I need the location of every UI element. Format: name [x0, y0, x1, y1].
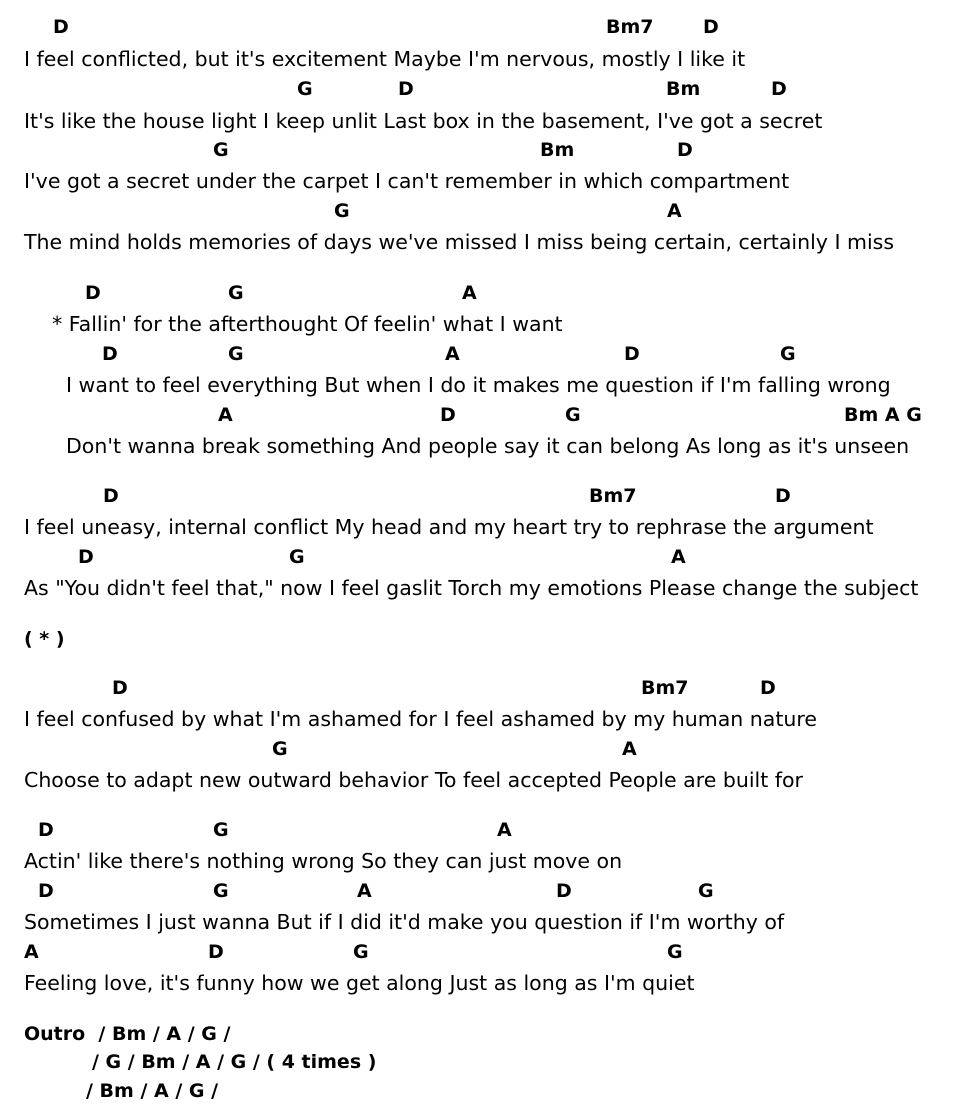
- chord: D: [78, 546, 94, 568]
- lyric-line: It's like the house light I keep unlit Last box in the basement, I've got a secret: [24, 109, 823, 133]
- chord: G: [780, 343, 796, 365]
- chord: D: [208, 941, 224, 963]
- chord: D: [103, 485, 119, 507]
- chord: G: [667, 941, 683, 963]
- chord: D: [556, 880, 572, 902]
- chord: A: [462, 282, 477, 304]
- lyric-line: The mind holds memories of days we've missed I miss being certain, certainly I miss: [24, 230, 895, 254]
- chord: G: [698, 880, 714, 902]
- chord: G: [565, 404, 581, 426]
- chord: G: [213, 880, 229, 902]
- chord: D: [771, 78, 787, 100]
- outro-line: / Bm / A / G /: [86, 1080, 219, 1102]
- chord: D: [760, 677, 776, 699]
- chord: A: [218, 404, 233, 426]
- chord: Bm7: [641, 677, 689, 699]
- chord: G: [334, 200, 350, 222]
- chord: D: [38, 880, 54, 902]
- chord: D: [398, 78, 414, 100]
- chord: D: [677, 139, 693, 161]
- lyric-line: I feel confused by what I'm ashamed for I feel ashamed by my human nature: [24, 707, 817, 731]
- lyric-line: Feeling love, it's funny how we get along Just as long as I'm quiet: [24, 971, 695, 995]
- chord: G: [272, 738, 288, 760]
- chord: G: [228, 282, 244, 304]
- chord: D: [775, 485, 791, 507]
- chord: A: [671, 546, 686, 568]
- chord: D: [102, 343, 118, 365]
- chord: G: [289, 546, 305, 568]
- lyric-line: I feel uneasy, internal conflict My head and my heart try to rephrase the argument: [24, 515, 874, 539]
- chord: D: [703, 16, 719, 38]
- outro-line: Outro / Bm / A / G /: [24, 1023, 231, 1045]
- chord: Bm7: [589, 485, 637, 507]
- chord: Bm A G: [844, 404, 922, 426]
- chord: Bm: [666, 78, 701, 100]
- chord: G: [213, 139, 229, 161]
- chord: A: [357, 880, 372, 902]
- lyric-line: Actin' like there's nothing wrong So they can just move on: [24, 849, 623, 873]
- outro-line: / G / Bm / A / G / ( 4 times ): [92, 1051, 377, 1073]
- lyric-line: Choose to adapt new outward behavior To feel accepted People are built for: [24, 768, 803, 792]
- chord: G: [297, 78, 313, 100]
- lyric-line: As "You didn't feel that," now I feel gaslit Torch my emotions Please change the subject: [24, 576, 919, 600]
- chord: Bm7: [606, 16, 654, 38]
- chord: A: [445, 343, 460, 365]
- lyric-line: I want to feel everything But when I do it makes me question if I'm falling wrong: [66, 373, 891, 397]
- lyric-line: Don't wanna break something And people say it can belong As long as it's unseen: [66, 434, 910, 458]
- chord: A: [667, 200, 682, 222]
- chord: A: [622, 738, 637, 760]
- chorus-reference: ( * ): [24, 628, 65, 650]
- chord: D: [38, 819, 54, 841]
- chord: Bm: [540, 139, 575, 161]
- chord: A: [24, 941, 39, 963]
- chord: D: [624, 343, 640, 365]
- lyric-line: I've got a secret under the carpet I can't remember in which compartment: [24, 169, 790, 193]
- chord: A: [497, 819, 512, 841]
- chord: G: [353, 941, 369, 963]
- chord: G: [213, 819, 229, 841]
- chord: D: [112, 677, 128, 699]
- lyric-line: I feel conflicted, but it's excitement Maybe I'm nervous, mostly I like it: [24, 47, 746, 71]
- lyric-line: Sometimes I just wanna But if I did it'd make you question if I'm worthy of: [24, 910, 785, 934]
- chord: D: [440, 404, 456, 426]
- lyric-line: * Fallin' for the afterthought Of feelin' what I want: [52, 312, 563, 336]
- chord: D: [85, 282, 101, 304]
- chord: G: [228, 343, 244, 365]
- chord: D: [53, 16, 69, 38]
